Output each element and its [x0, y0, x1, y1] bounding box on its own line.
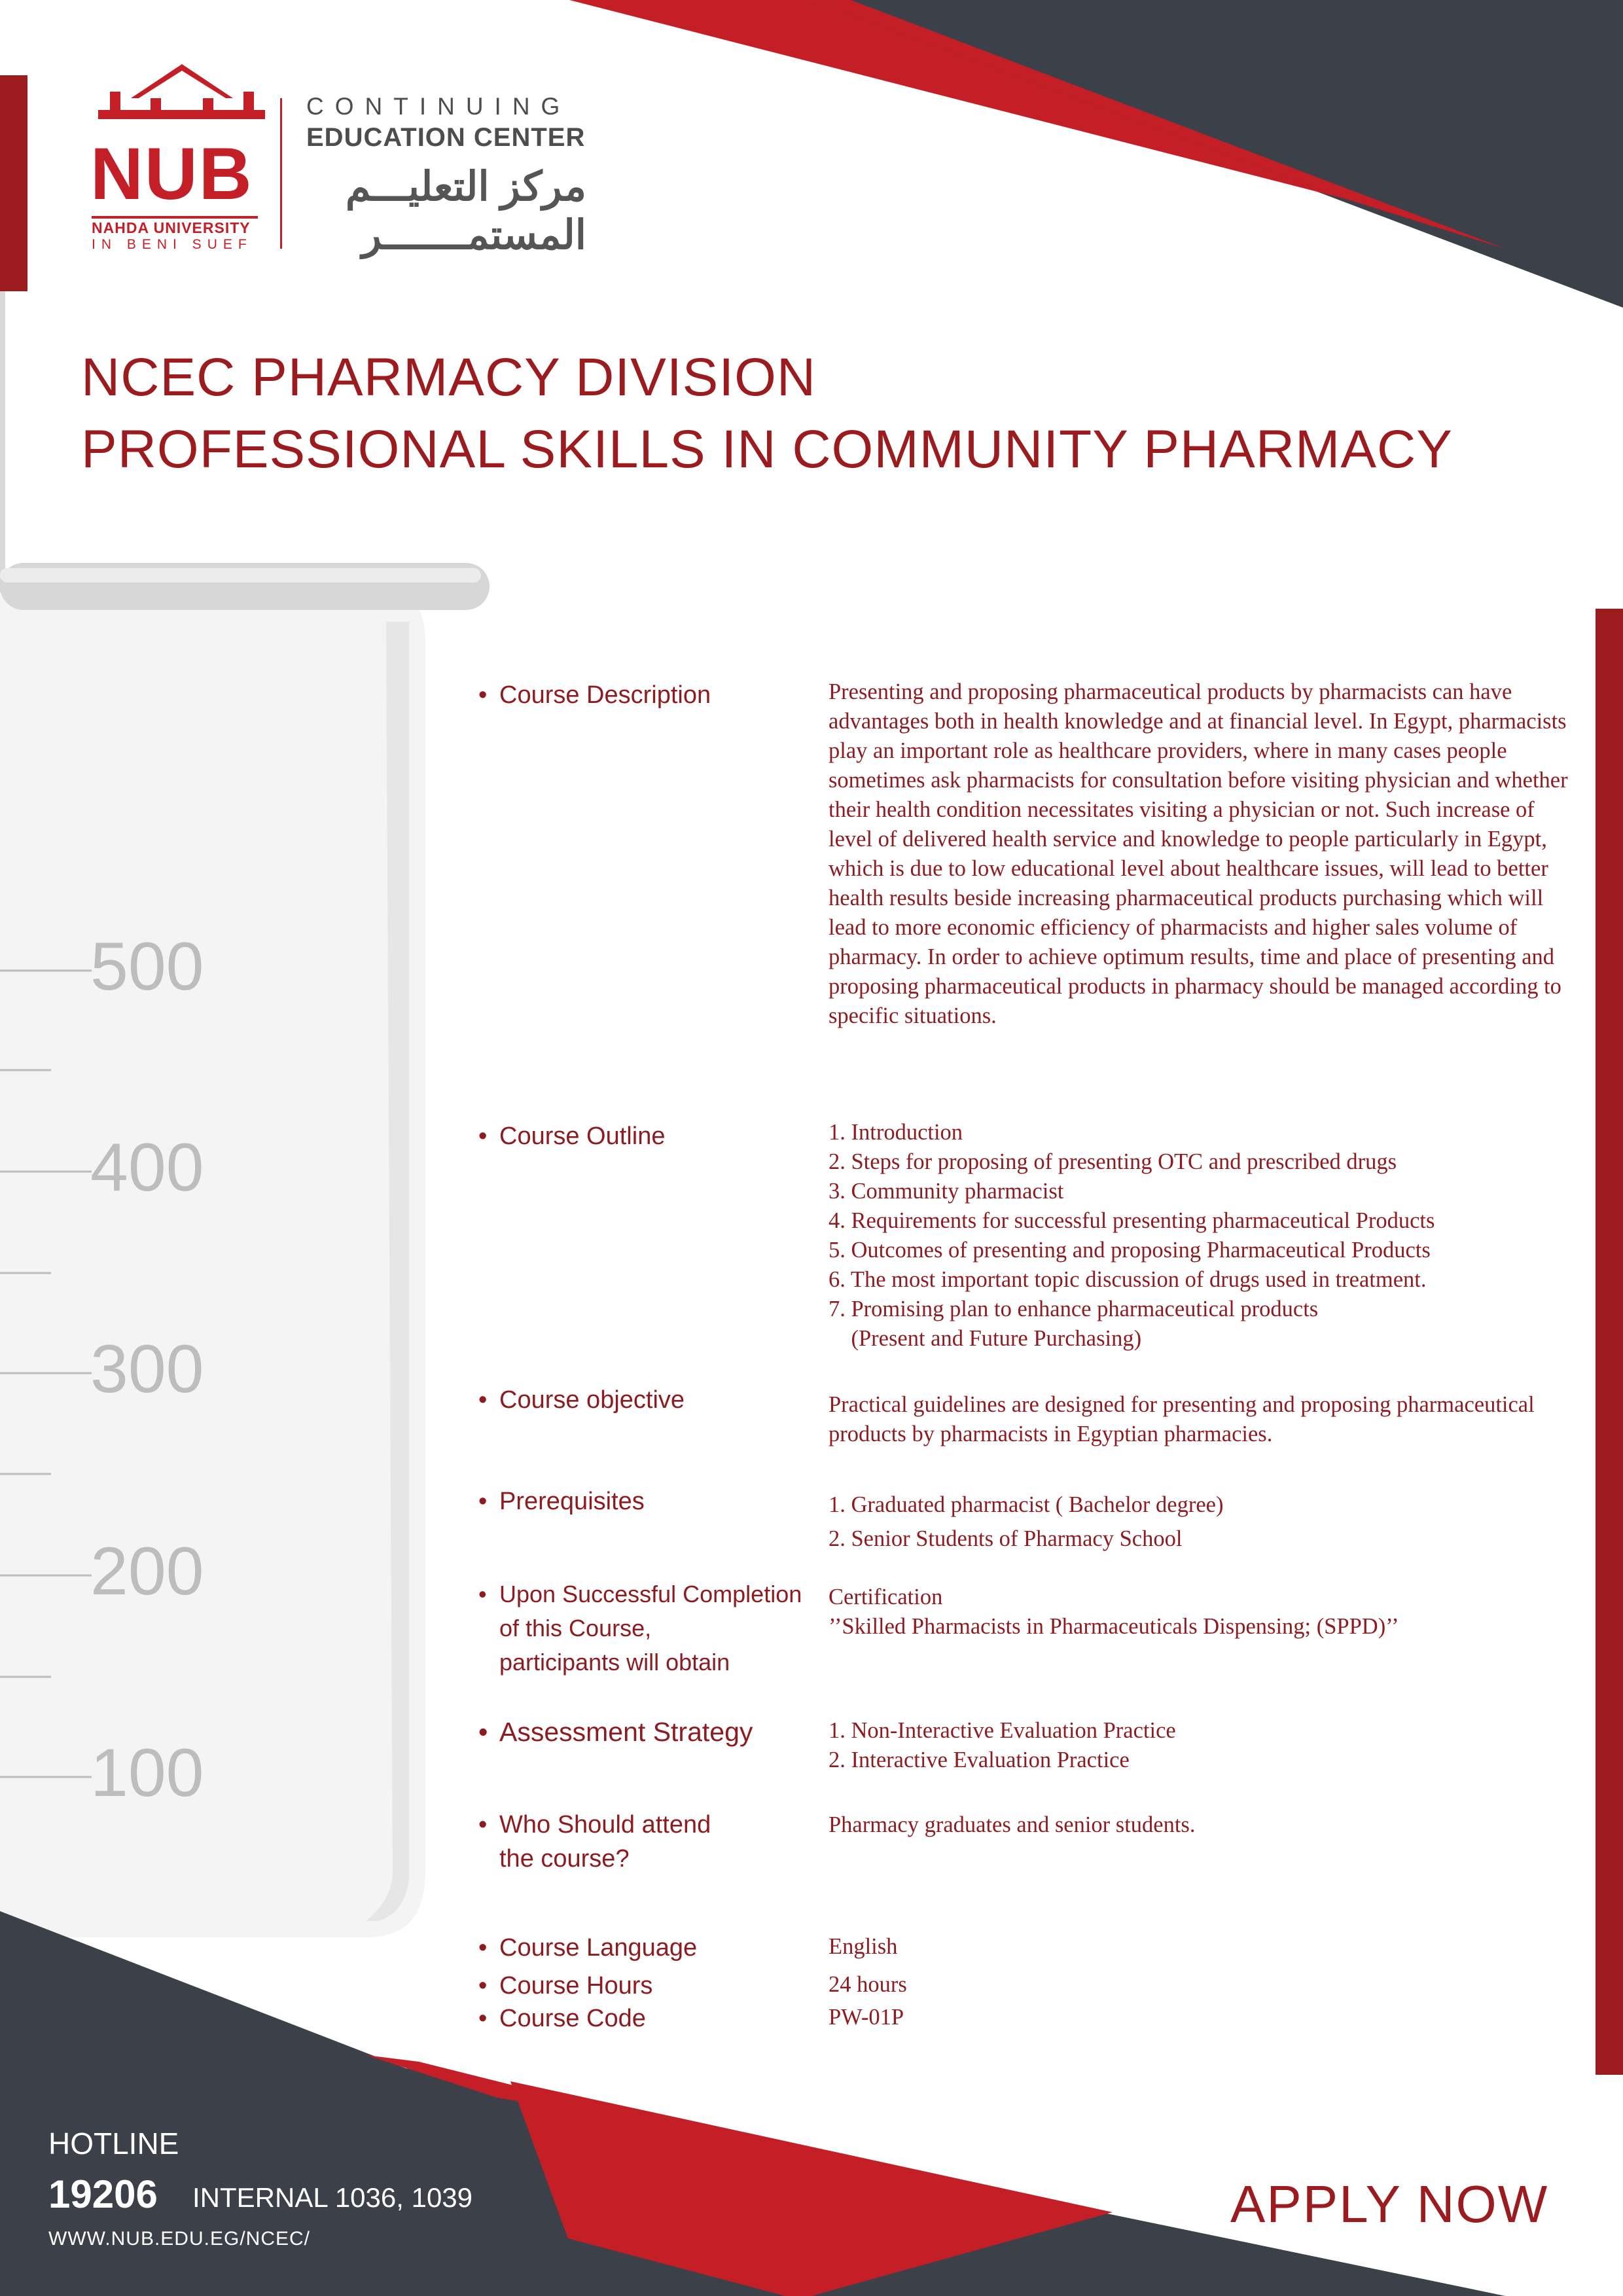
course-outline-label: • Course Outline: [480, 1119, 665, 1153]
assessment-list: [829, 1716, 1568, 1775]
assessment-label: • Assessment Strategy: [480, 1715, 753, 1749]
bullet: •: [478, 1488, 488, 1515]
logo-arabic-line2: المستمـــــــر: [361, 213, 586, 258]
course-code-value: PW-01P: [829, 2005, 904, 2030]
page-title-line2: PROFESSIONAL SKILLS IN COMMUNITY PHARMACY: [81, 420, 1453, 479]
bullet: •: [478, 2005, 488, 2032]
course-outline-list: [829, 1118, 1568, 1354]
right-red-bar: [1596, 609, 1623, 2075]
list-item: 5. Outcomes of presenting and proposing Pharmaceutical Products: [829, 1238, 1431, 1263]
logo-center-line1: CONTINUING: [306, 93, 571, 120]
course-code-label: • Course Code: [480, 2001, 646, 2036]
bullet: •: [478, 1386, 488, 1414]
completion-text: Certification ’’Skilled Pharmacists in Pharmaceuticals Dispensing; (SPPD)’’: [829, 1585, 1399, 1639]
course-description-label: • Course Description: [480, 678, 711, 712]
prerequisites-label: • Prerequisites: [480, 1484, 645, 1518]
prerequisites-list: [829, 1488, 1568, 1556]
course-hours-value: 24 hours: [829, 1972, 907, 1997]
course-language-value: English: [829, 1934, 898, 1959]
list-item: 1. Introduction: [829, 1120, 963, 1145]
left-red-bar: [0, 75, 27, 291]
scale-label-400: 400: [90, 1130, 204, 1206]
list-item: 2. Interactive Evaluation Practice: [829, 1748, 1130, 1772]
course-objective-label: • Course objective: [480, 1383, 685, 1417]
bullet: •: [478, 1972, 488, 2000]
bullet: •: [478, 1122, 488, 1150]
beaker-rim-shine: [0, 568, 481, 583]
list-item: (Present and Future Purchasing): [829, 1326, 1142, 1351]
logo-university-name: NAHDA UNIVERSITY: [92, 219, 251, 236]
page-title-line1: NCEC PHARMACY DIVISION: [81, 348, 817, 407]
list-item: 7. Promising plan to enhance pharmaceutical products: [829, 1297, 1319, 1321]
scale-label-100: 100: [90, 1735, 204, 1811]
bullet: •: [478, 681, 488, 709]
logo-nub-text: NUB: [90, 133, 253, 215]
scale-label-300: 300: [90, 1331, 204, 1407]
bullet: •: [478, 1934, 488, 1962]
attend-label: • Who Should attend the course?: [480, 1808, 711, 1876]
list-item: 2. Steps for proposing of presenting OTC and prescribed drugs: [829, 1149, 1397, 1174]
logo-arabic-line1: مركز التعليـــم: [345, 164, 586, 209]
list-item: 3. Community pharmacist: [829, 1179, 1064, 1204]
logo-center-line2: EDUCATION CENTER: [306, 123, 586, 152]
bullet: •: [478, 1717, 488, 1747]
list-item: 4. Requirements for successful presenting pharmaceutical Products: [829, 1208, 1435, 1233]
course-objective-text: Practical guidelines are designed for presenting and proposing pharmaceutical products by pharmacists in Egyptian pharmacies.: [829, 1392, 1535, 1446]
logo-location: IN BENI SUEF: [92, 237, 253, 252]
list-item: 6. The most important topic discussion of drugs used in treatment.: [829, 1267, 1427, 1292]
course-language-label: • Course Language: [480, 1931, 697, 1965]
hotline-internal: INTERNAL 1036, 1039: [192, 2182, 473, 2213]
logo-divider: [280, 98, 282, 249]
scale-label-200: 200: [90, 1534, 204, 1609]
list-item: 1. Graduated pharmacist ( Bachelor degree): [829, 1492, 1224, 1517]
apply-now-button[interactable]: APPLY NOW: [1230, 2175, 1549, 2233]
website-link[interactable]: WWW.NUB.EDU.EG/NCEC/: [48, 2228, 310, 2250]
logo-underline: [92, 216, 258, 219]
bullet: •: [478, 1581, 487, 1607]
completion-label: • Upon Successful Completion of this Course, participants will obtain: [480, 1577, 802, 1679]
attend-text: Pharmacy graduates and senior students.: [829, 1812, 1196, 1837]
course-description-text: Presenting and proposing pharmaceutical products by pharmacists can have advantages both in health knowledge and at financial level. In Egypt, pharmacists play an important role as healthcare providers, where in many cases people sometimes ask pharmacists for consultation before visiting physician and whether their health condition necessitates visiting a physician or not. Such increase of level of delivered health service and knowledge to people particularly in Egypt, which is due to low educational level about healthcare issues, will lead to better health results beside increasing pharmaceutical products purchasing which will lead to more economic efficiency of pharmacists and higher sales volume of pharmacy. In order to achieve optimum results, time and place of presenting and proposing pharmaceutical products in pharmacy should be managed according to specific situations.: [829, 679, 1568, 1028]
course-hours-label: • Course Hours: [480, 1969, 652, 2003]
hotline-label: HOTLINE: [48, 2126, 179, 2161]
scale-label-500: 500: [90, 929, 204, 1005]
logo-building-icon: [98, 64, 265, 119]
list-item: 1. Non-Interactive Evaluation Practice: [829, 1718, 1176, 1743]
bullet: •: [478, 1811, 488, 1839]
hotline-number[interactable]: 19206: [48, 2172, 158, 2216]
list-item: 2. Senior Students of Pharmacy School: [829, 1526, 1183, 1551]
beaker-body: [0, 592, 425, 1937]
